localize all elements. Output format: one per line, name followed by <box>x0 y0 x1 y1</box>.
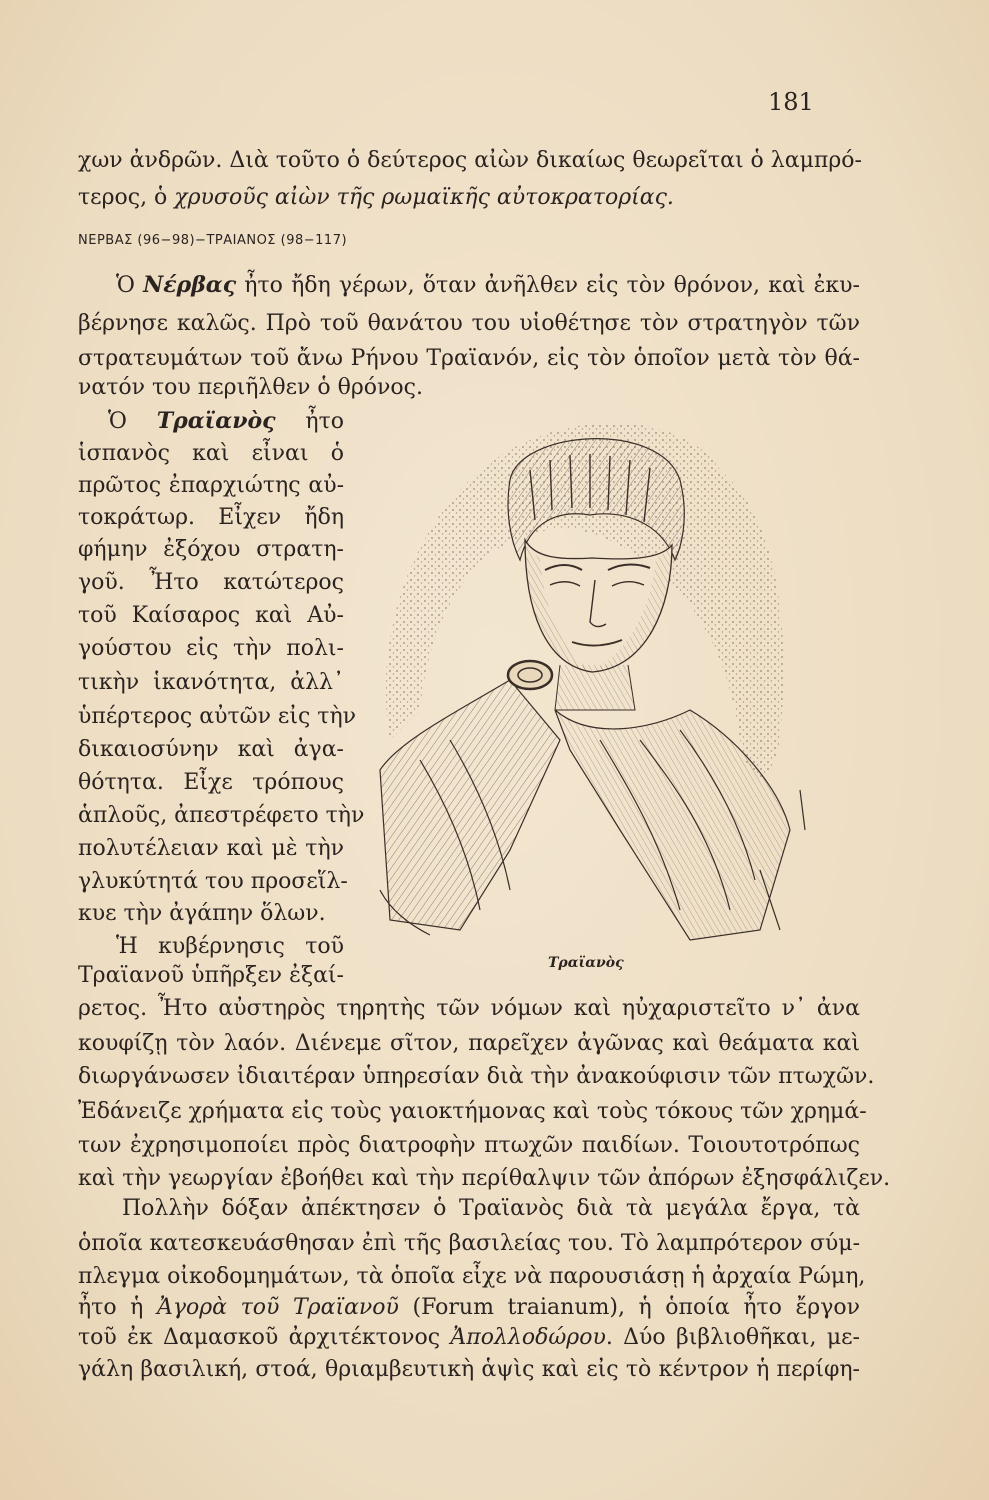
trajan-col-line-6: τοῦ Καίσαρος καὶ Αὐ- <box>78 603 344 628</box>
trajan-col-line-10: δικαιοσύνην καὶ ἀγα- <box>78 737 344 762</box>
trajan-first-rest: ἦτο <box>275 409 344 434</box>
body-line-6: καὶ τὴν γεωργίαν ἐβοήθει καὶ τὴν περίθαλψιν τῶν ἀπόρων ἐξησφάλιζεν. <box>78 1166 891 1191</box>
golden-age-phrase: χρυσοῦς αἰὼν τῆς ρωμαϊκῆς αὐτοκρατορίας. <box>174 185 674 210</box>
para2-line-1: Πολλὴν δόξαν ἀπέκτησεν ὁ Τραϊανὸς διὰ τὰ μεγάλα ἔργα, τὰ <box>122 1196 860 1221</box>
trajan-col-line-7: γούστου εἰς τὴν πολι- <box>78 636 344 661</box>
trajan-col-line-16: Ἡ κυβέρνησις τοῦ <box>116 934 344 959</box>
nerva-line-3: στρατευμάτων τοῦ ἄνω Ρήνου Τραϊανόν, εἰς τὸν ὁποῖον μετὰ τὸν θά- <box>78 346 860 371</box>
trajan-col-line-9: ὑπέρτερος αὐτῶν εἰς τὴν <box>78 704 356 729</box>
page-number: 181 <box>768 88 814 116</box>
intro-line-1: χων ἀνδρῶν. Διὰ τοῦτο ὁ δεύτερος αἰὼν δικαίως θεωρεῖται ὁ λαμπρό- <box>78 148 862 173</box>
body-line-3: διωργάνωσεν ἰδιαιτέραν ὑπηρεσίαν διὰ τὴν ἀνακούφισιν τῶν πτωχῶν. <box>78 1064 875 1089</box>
nerva-line-2: βέρνησε καλῶς. Πρὸ τοῦ θανάτου του υἱοθέτησε τὸν στρατηγὸν τῶν <box>78 311 860 336</box>
para2-line-4 <box>78 1294 860 1321</box>
trajan-col-line-11: θότητα. Εἶχε τρόπους <box>78 770 344 795</box>
portrait-caption: Τραϊανὸς <box>548 955 624 971</box>
apollodorus-name: Ἀπολλοδώρου <box>450 1325 606 1350</box>
trajan-col-line-1: ἱσπανὸς καὶ εἶναι ὁ <box>78 441 344 466</box>
para2-line-4-c: (Forum traianum), ἡ ὁποία ἦτο ἔργον <box>398 1295 861 1320</box>
trajan-col-line-13: πολυτέλειαν καὶ μὲ τὴν <box>78 836 344 861</box>
trajan-col-line-0 <box>78 408 344 435</box>
para2-line-4-a: ἦτο ἡ <box>78 1295 157 1320</box>
trajan-col-line-2: πρῶτος ἐπαρχιώτης αὐ- <box>78 473 344 498</box>
nerva-line-1 <box>78 272 860 299</box>
para2-line-6: γάλη βασιλική, στοά, θριαμβευτικὴ ἁψὶς καὶ εἰς τὸ κέντρον ἡ περίφη- <box>78 1357 860 1382</box>
trajan-col-line-17: Τραϊανοῦ ὑπῆρξεν ἐξαί- <box>78 963 344 988</box>
nerva-article: Ὁ <box>116 273 144 298</box>
trajan-col-line-4: φήμην ἐξόχου στρατη- <box>78 537 344 562</box>
intro-line-2 <box>78 184 860 211</box>
trajan-col-line-15: κυε τὴν ἀγάπην ὅλων. <box>78 901 326 926</box>
para2-line-2: ὁποῖα κατεσκευάσθησαν ἐπὶ τῆς βασιλείας του. Τὸ λαμπρότερον σύμ- <box>78 1231 860 1256</box>
para2-line-5 <box>78 1324 860 1351</box>
para2-line-3: πλεγμα οἰκοδομημάτων, τὰ ὁποῖα εἶχε νὰ παρουσιάσῃ ἡ ἀρχαία Ρώμη, <box>78 1264 866 1289</box>
trajan-col-line-3: τοκράτωρ. Εἶχεν ἤδη <box>78 505 344 530</box>
body-line-2: κουφίζῃ τὸν λαόν. Διένεμε σῖτον, παρεῖχεν ἀγῶνας καὶ θεάματα καὶ <box>78 1031 860 1056</box>
section-heading: ΝΕΡΒΑΣ (96−98)−ΤΡΑΙΑΝΟΣ (98−117) <box>78 233 348 248</box>
para2-line-5-a: τοῦ ἐκ Δαμασκοῦ ἀρχιτέκτονος <box>78 1325 451 1350</box>
nerva-name: Νέρβας <box>143 272 237 298</box>
trajan-portrait <box>360 410 832 950</box>
trajan-col-line-14: γλυκύτητά του προσεἵλ- <box>78 869 348 894</box>
trajan-col-line-8: τικὴν ἱκανότητα, ἀλλ᾽ <box>78 670 344 695</box>
body-line-4: Ἐδάνειζε χρήματα εἰς τοὺς γαιοκτήμονας καὶ τοὺς τόκους τῶν χρημά- <box>78 1099 867 1124</box>
nerva-line-4: νατόν του περιῆλθεν ὁ θρόνος. <box>78 375 423 400</box>
forum-of-trajan: Ἀγορὰ τοῦ Τραϊανοῦ <box>156 1295 399 1320</box>
trajan-col-line-12: ἁπλοῦς, ἀπεστρέφετο τὴν <box>78 803 365 828</box>
trajan-article: Ὁ <box>108 409 157 434</box>
trajan-name: Τραϊανὸς <box>156 408 276 434</box>
body-line-5: των ἐχρησιμοποίει πρὸς διατροφὴν πτωχῶν παιδίων. Τοιουτοτρόπως <box>78 1133 860 1158</box>
intro-line-2-start: τερος, ὁ <box>78 185 175 210</box>
para2-line-5-c: . Δύο βιβλιοθῆκαι, με- <box>605 1325 860 1350</box>
nerva-line-1-rest: ἦτο ἤδη γέρων, ὅταν ἀνῆλθεν εἰς τὸν θρόνον, καὶ ἐκυ- <box>236 273 860 298</box>
body-line-1: ρετος. Ἦτο αὐστηρὸς τηρητὴς τῶν νόμων καὶ ηὐχαριστεῖτο ν᾽ ἀνα <box>78 996 860 1021</box>
trajan-col-line-5: γοῦ. Ἦτο κατώτερος <box>78 570 344 595</box>
